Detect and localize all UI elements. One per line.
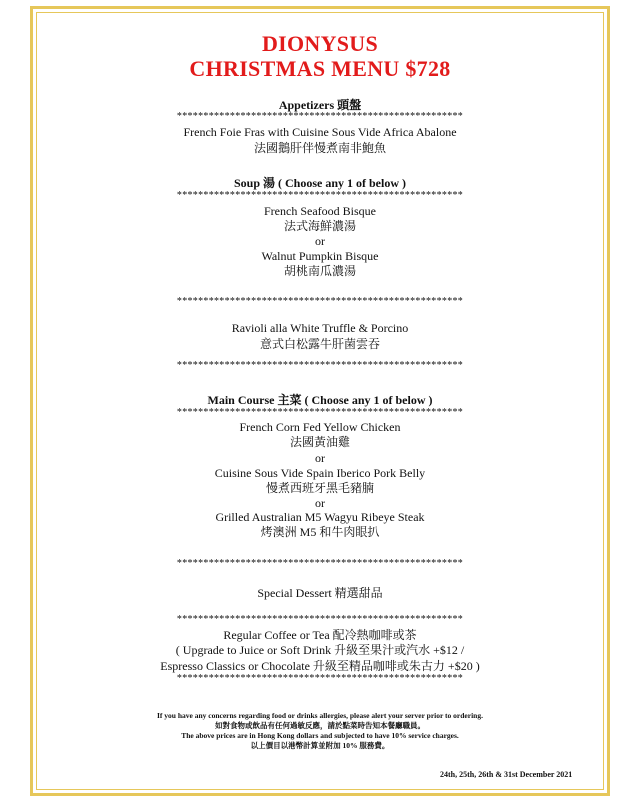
main-item-2-zh: 慢煮西班牙黑毛豬腩 — [265, 481, 374, 495]
main-or-2: or — [315, 496, 325, 510]
star-divider: ****************************************************** — [176, 361, 464, 371]
soup-item-1-en: French Seafood Bisque — [264, 204, 376, 218]
appetizers-heading: Appetizers 頭盤 — [278, 98, 362, 112]
soup-item-2-zh: 胡桃南瓜濃湯 — [283, 264, 356, 278]
main-course-heading: Main Course 主菜 ( Choose any 1 of below ) — [207, 393, 433, 407]
drinks-line-2: ( Upgrade to Juice or Soft Drink 升級至果汁或汽水 +$12 / — [175, 643, 465, 657]
pasta-item-en: Ravioli alla White Truffle & Porcino — [231, 321, 409, 335]
main-item-1-en: French Corn Fed Yellow Chicken — [239, 420, 401, 434]
main-item-3-en: Grilled Australian M5 Wagyu Ribeye Steak — [215, 510, 425, 524]
star-divider: ****************************************************** — [176, 191, 464, 201]
allergy-notice-zh: 如對食物或飲品有任何過敏反應，請於點菜時告知本餐廳職員。 — [215, 721, 425, 730]
drinks-line-3: Espresso Classics or Chocolate 升級至精品咖啡或朱古力 +$20 ) — [160, 659, 480, 673]
appetizer-item-zh: 法國鵝肝伴慢煮南非鮑魚 — [253, 141, 386, 155]
main-item-3-zh: 烤澳洲 M5 和牛肉眼扒 — [260, 525, 380, 539]
drinks-line-1: Regular Coffee or Tea 配冷熱咖啡或茶 — [223, 628, 417, 642]
star-divider: ****************************************************** — [176, 408, 464, 418]
star-divider: ****************************************************** — [176, 559, 464, 569]
soup-or: or — [315, 234, 325, 248]
price-notice-zh: 以上價目以港幣計算並附加 10% 服務費。 — [250, 741, 390, 750]
restaurant-name: DIONYSUS — [261, 31, 379, 56]
star-divider: ****************************************************** — [176, 112, 464, 122]
soup-heading: Soup 湯 ( Choose any 1 of below ) — [233, 176, 407, 190]
allergy-notice-en: If you have any concerns regarding food or drinks allergies, please alert your server prior to ordering. — [157, 711, 483, 720]
main-or-1: or — [315, 451, 325, 465]
pasta-item-zh: 意式白松露牛肝菌雲吞 — [259, 337, 380, 351]
appetizer-item-en: French Foie Fras with Cuisine Sous Vide Africa Abalone — [183, 125, 457, 139]
soup-item-2-en: Walnut Pumpkin Bisque — [261, 249, 379, 263]
main-item-1-zh: 法國黃油雞 — [289, 435, 350, 449]
soup-item-1-zh: 法式海鮮濃湯 — [283, 219, 356, 233]
menu-dates: 24th, 25th, 26th & 31st December 2021 — [440, 770, 573, 779]
main-item-2-en: Cuisine Sous Vide Spain Iberico Pork Belly — [214, 466, 426, 480]
menu-title: CHRISTMAS MENU $728 — [189, 56, 451, 81]
star-divider: ****************************************************** — [176, 297, 464, 307]
star-divider: ****************************************************** — [176, 674, 464, 684]
star-divider: ****************************************************** — [176, 615, 464, 625]
price-notice-en: The above prices are in Hong Kong dollars and subjected to have 10% service charges. — [181, 731, 459, 740]
dessert-item: Special Dessert 精選甜品 — [257, 586, 383, 600]
